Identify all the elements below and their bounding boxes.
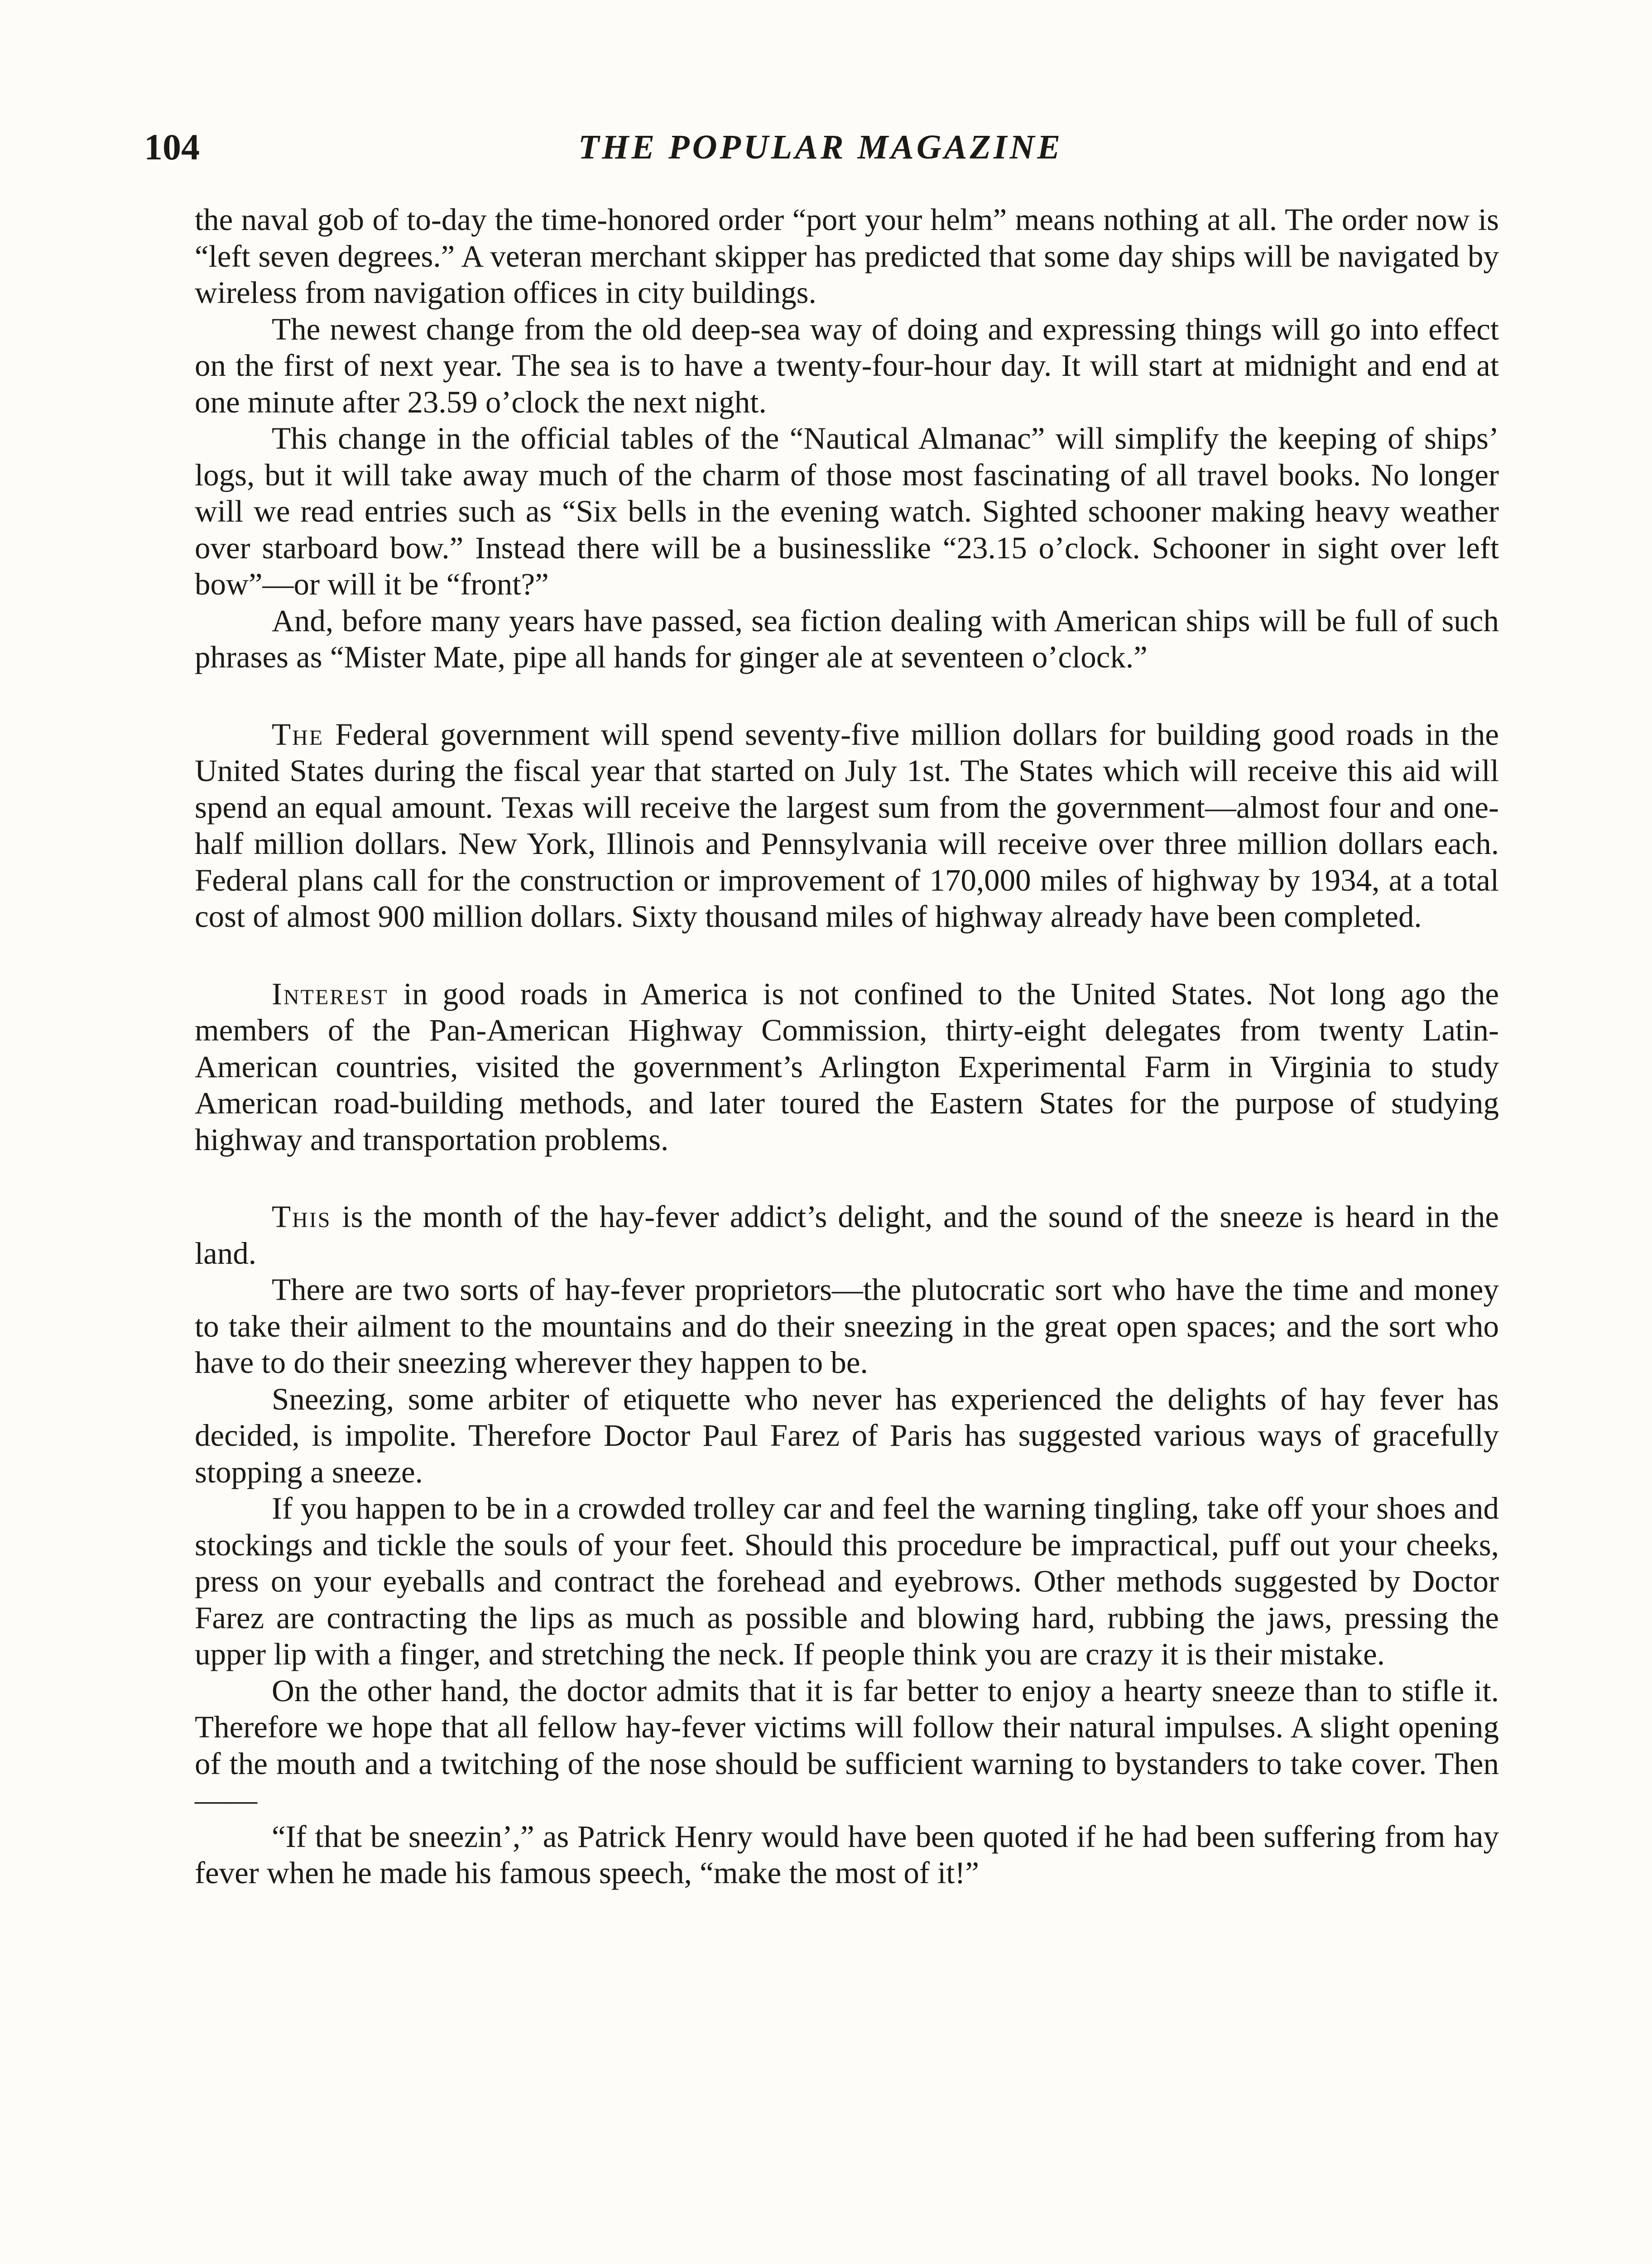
running-title: THE POPULAR MAGAZINE: [578, 128, 1063, 166]
paragraph: [195, 1271, 1499, 1381]
paragraph: [195, 716, 1499, 935]
paragraph-text: is the month of the hay-fever addict’s delight, and the sound of the sneeze is heard in the land.: [195, 1199, 1499, 1271]
paragraph-text: There are two sorts of hay-fever proprietors—the plutocratic sort who have the time and money to take their ailment to the mountains and do their sneezing in the great open spaces; and the sort who have to do their sneezing wherever they happen to be.: [195, 1272, 1499, 1380]
paragraph-text: This change in the official tables of the “Nautical Almanac” will simplify the keeping of ships’ logs, but it will take away much of the charm of those most fascinating of all travel books. No longer will we read entries such as “Six bells in the evening watch. Sighted schooner making heavy weather over starboard bow.” Instead there will be a businesslike “23.15 o’clock. Schooner in sight over left bow”—or will it be “front?”: [195, 421, 1499, 601]
paragraph: [195, 1381, 1499, 1491]
paragraph: [195, 1673, 1499, 1818]
lead-word: Interest: [272, 976, 389, 1011]
article-body: [195, 201, 1499, 1891]
lead-word: The: [272, 717, 324, 752]
paragraph: [195, 1490, 1499, 1673]
paragraph-text: in good roads in America is not confined to the United States. Not long ago the members of the Pan-American Highway Commission, thirty-eight delegates from twenty Latin-American countries, visited the government’s Arlington Experimental Farm in Virginia to study American road-building methods, and later toured the Eastern States for the purpose of studying highway and transportation problems.: [195, 976, 1499, 1157]
paragraph-text: “If that be sneezin’,” as Patrick Henry would have been quoted if he had been suffering from hay fever when he made his famous speech, “make the most of it!”: [195, 1819, 1499, 1890]
paragraph-text: On the other hand, the doctor admits that it is far better to enjoy a hearty sneeze than to stifle it. Therefore we hope that all fellow hay-fever victims will follow their natural impulses. A slight opening of the mouth and a twitching of the nose should be sufficient warning to bystanders to take cover. Then——: [195, 1673, 1499, 1817]
paragraph: [195, 976, 1499, 1158]
lead-word: This: [272, 1199, 331, 1234]
paragraph-text: Federal government will spend seventy-five million dollars for building good roads in the United States during the fiscal year that started on July 1st. The States which will receive this aid will spend an equal amount. Texas will receive the largest sum from the government—almost four and one-half million dollars. New York, Illinois and Pennsylvania will receive over three million dollars each. Federal plans call for the construction or improvement of 170,000 miles of highway by 1934, at a total cost of almost 900 million dollars. Sixty thousand miles of highway already have been completed.: [195, 717, 1499, 934]
paragraph-text: And, before many years have passed, sea fiction dealing with American ships will be full of such phrases as “Mister Mate, pipe all hands for ginger ale at seventeen o’clock.”: [195, 603, 1499, 674]
paragraph-text: If you happen to be in a crowded trolley car and feel the warning tingling, take off your shoes and stockings and tickle the souls of your feet. Should this procedure be impractical, puff out your cheeks, press on your eyeballs and contract the forehead and eyebrows. Other methods suggested by Doctor Farez are contracting the lips as much as possible and blowing hard, rubbing the jaws, pressing the upper lip with a finger, and stretching the neck. If people think you are crazy it is their mistake.: [195, 1491, 1499, 1671]
page-header: [144, 122, 1497, 172]
paragraph: [195, 311, 1499, 421]
paragraph-text: the naval gob of to-day the time-honored order “port your helm” means nothing at all. The order now is “left seven degrees.” A veteran merchant skipper has predicted that some day ships will be navigated by wireless from navigation offices in city buildings.: [195, 202, 1499, 310]
paragraph: [195, 1818, 1499, 1891]
paragraph: [195, 1199, 1499, 1271]
paragraph: [195, 603, 1499, 676]
paragraph-text: Sneezing, some arbiter of etiquette who never has experienced the delights of hay fever has decided, is impolite. Therefore Doctor Paul Farez of Paris has suggested various ways of gracefully stopping a sneeze.: [195, 1381, 1499, 1489]
paragraph: [195, 201, 1499, 311]
page-number: 104: [144, 126, 200, 168]
paragraph-text: The newest change from the old deep-sea way of doing and expressing things will go into effect on the first of next year. The sea is to have a twenty-four-hour day. It will start at midnight and end at one minute after 23.59 o’clock the next night.: [195, 312, 1499, 419]
paragraph: [195, 420, 1499, 603]
